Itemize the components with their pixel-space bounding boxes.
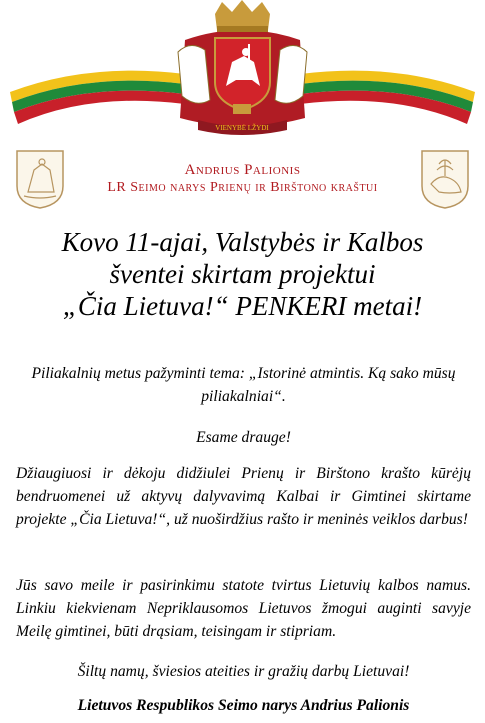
paragraph-wishes: Jūs savo meile ir pasirinkimu statote tvirtus Lietuvių kalbos namus. Linkiu kiekvienam Nepriklausomos Lietuvos žmogui auginti savyje Meilę gimtinei, būti drąsiam, teisingam ir stipriam. [16, 577, 471, 640]
paragraph-greeting: Šiltų namų, šviesios ateities ir gražių darbų Lietuvai! [77, 663, 410, 680]
ribbon-right [300, 71, 475, 124]
title-line: šventei skirtam projektui [109, 259, 376, 289]
signature: Lietuvos Respublikos Seimo narys Andrius Palionis [77, 697, 410, 714]
coat-of-arms [178, 0, 307, 135]
ribbon-left [10, 71, 185, 124]
prienai-emblem-icon [14, 148, 66, 210]
title-line: Kovo 11-ajai, Valstybės ir Kalbos [61, 227, 424, 257]
title-line: „Čia Lietuva!“ PENKERI metai! [62, 291, 423, 321]
paragraph-thanks: Džiaugiuosi ir dėkoju didžiulei Prienų ir Birštono krašto kūrėjų bendruomenei už aktyvų dalyvavimą Kalbai ir Gimtinei skirtame projekte „Čia Lietuva!“, už nuoširdžius rašto ir meninės veiklos darbus! [16, 465, 471, 528]
paragraph-together: Esame drauge! [196, 429, 291, 446]
page-title [10, 226, 475, 322]
paragraph-theme: Piliakalnių metus pažyminti tema: „Istorinė atmintis. Ką sako mūsų piliakalniai“. [31, 365, 456, 405]
birstonas-emblem-icon [419, 148, 471, 210]
flag-ribbon-banner [0, 0, 485, 140]
motto-text: VIENYBĖ LŽYDI [215, 124, 269, 132]
member-name: Andrius Palionis [184, 162, 301, 178]
member-role: LR Seimo narys Prienų ir Birštono kraštui [107, 180, 378, 195]
